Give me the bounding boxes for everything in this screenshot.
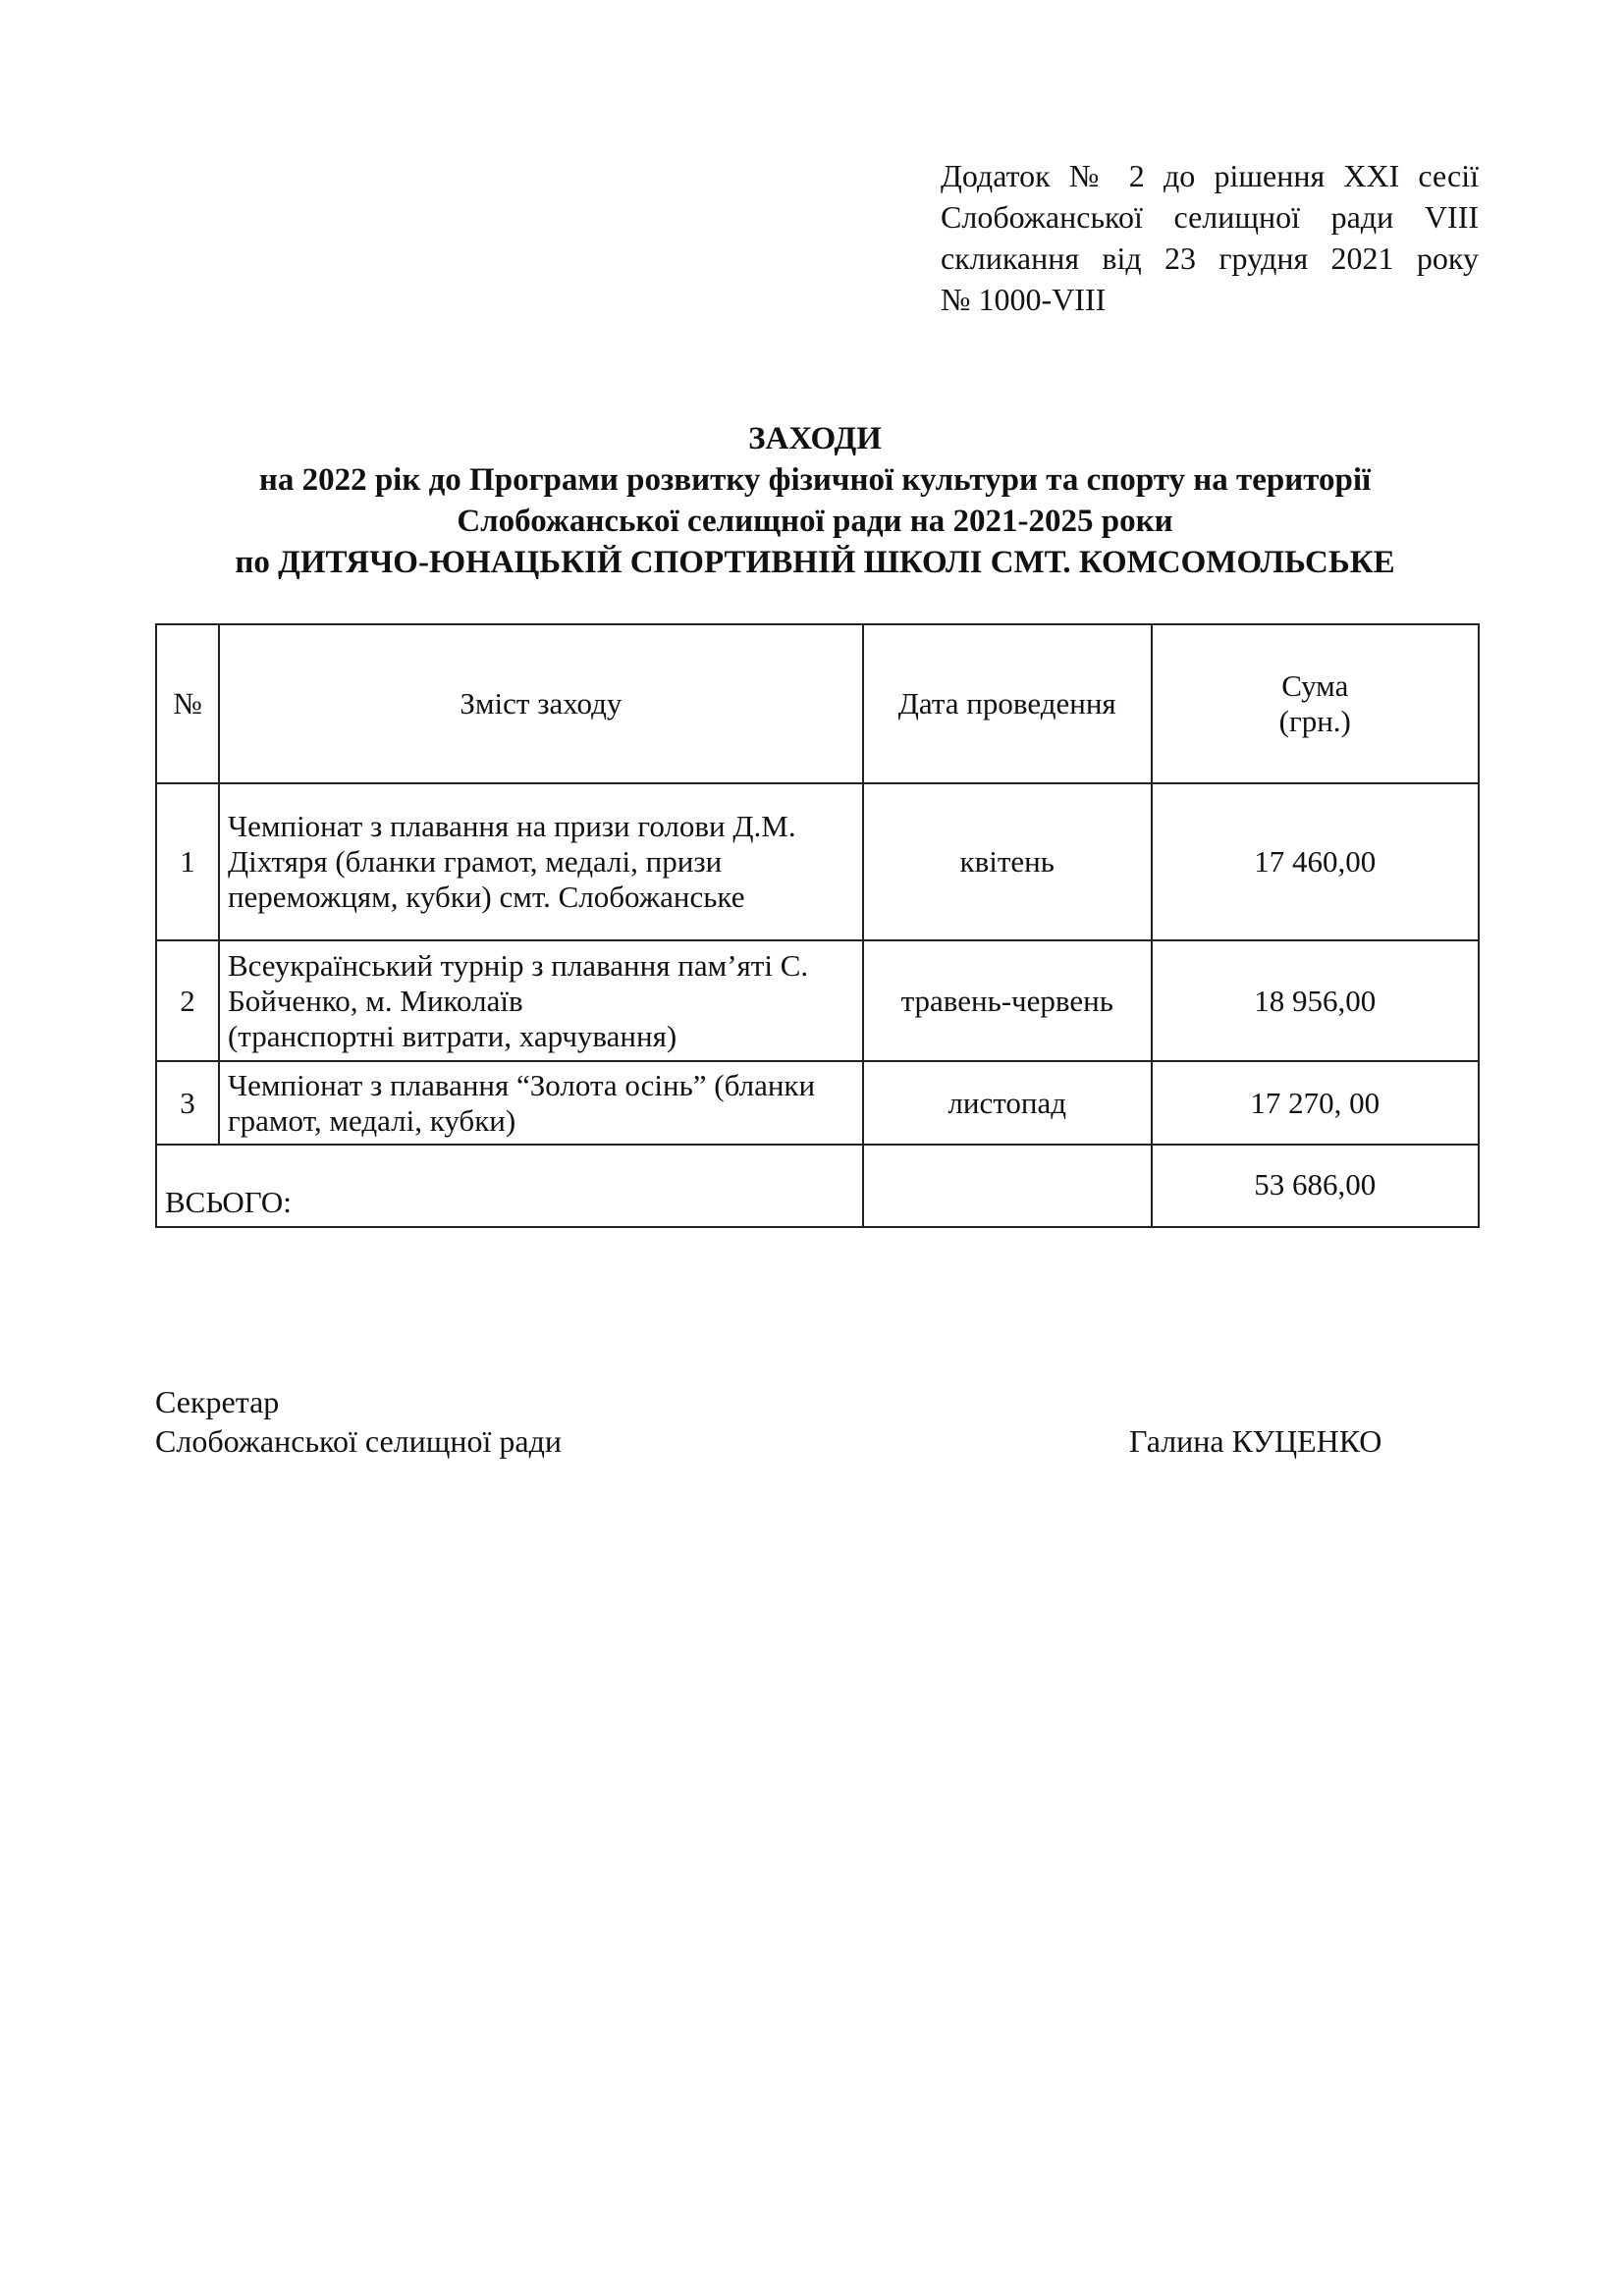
annex-line: Додаток № 2 до рішення XXI сесії	[941, 158, 1479, 193]
heading-title: ЗАХОДИ	[748, 421, 882, 456]
row-content-line: (транспортні витрати, харчування)	[227, 1018, 677, 1053]
row-content-line: грамот, медалі, кубки)	[227, 1102, 516, 1138]
row-date: квітень	[863, 783, 1152, 940]
header-number: №	[156, 624, 219, 783]
row-content-line: Чемпіонат з плавання “Золота осінь” (бланки	[227, 1067, 816, 1102]
row-content	[219, 783, 863, 940]
heading-line: по ДИТЯЧО-ЮНАЦЬКІЙ СПОРТИВНІЙ ШКОЛІ СМТ. КОМСОМОЛЬСЬКЕ	[235, 545, 1395, 580]
table-row	[156, 783, 1479, 940]
signature-title	[155, 1382, 562, 1461]
row-content-line: Чемпіонат з плавання на призи голови Д.М.	[227, 809, 796, 843]
events-table	[155, 623, 1480, 1228]
signature-name: Галина КУЦЕНКО	[1129, 1423, 1382, 1459]
row-date: травень-червень	[863, 940, 1152, 1061]
row-content	[219, 940, 863, 1061]
row-date: листопад	[863, 1061, 1152, 1145]
total-label: ВСЬОГО:	[156, 1145, 863, 1227]
document-heading	[157, 418, 1473, 583]
header-content: Зміст заходу	[219, 624, 863, 783]
row-content-line: Всеукраїнський турнір з плавання пам’яті С.	[227, 947, 809, 983]
row-content-line: Бойченко, м. Миколаїв	[227, 983, 523, 1018]
header-date: Дата проведення	[863, 624, 1152, 783]
annex-line: № 1000-VIII	[941, 282, 1107, 317]
annex-reference	[941, 155, 1479, 320]
row-sum: 17 460,00	[1152, 783, 1479, 940]
table-row	[156, 1061, 1479, 1145]
heading-line: Слобожанської селищної ради на 2021-2025 роки	[457, 504, 1173, 539]
table-row	[156, 940, 1479, 1061]
total-date-empty	[863, 1145, 1152, 1227]
table-total-row	[156, 1145, 1479, 1227]
row-content-line: Діхтяря (бланки грамот, медалі, призи	[227, 844, 723, 879]
header-sum-label: Сума	[1281, 668, 1349, 703]
table-header-row	[156, 624, 1479, 783]
heading-line: на 2022 рік до Програми розвитку фізичної культури та спорту на території	[258, 462, 1372, 498]
row-number: 2	[156, 940, 219, 1061]
header-sum	[1152, 624, 1479, 783]
row-number: 3	[156, 1061, 219, 1145]
row-content	[219, 1061, 863, 1145]
header-sum-unit: (грн.)	[1278, 704, 1351, 738]
signature-position: Секретар	[155, 1384, 280, 1419]
row-content-line: переможцям, кубки) смт. Слобожанське	[227, 880, 745, 914]
signature-organization: Слобожанської селищної ради	[155, 1423, 562, 1459]
row-sum: 17 270, 00	[1152, 1061, 1479, 1145]
annex-line: скликання від 23 грудня 2021 року	[941, 240, 1479, 276]
annex-line: Слобожанської селищної ради VIII	[941, 199, 1479, 235]
row-number: 1	[156, 783, 219, 940]
total-sum: 53 686,00	[1152, 1145, 1479, 1227]
row-sum: 18 956,00	[1152, 940, 1479, 1061]
